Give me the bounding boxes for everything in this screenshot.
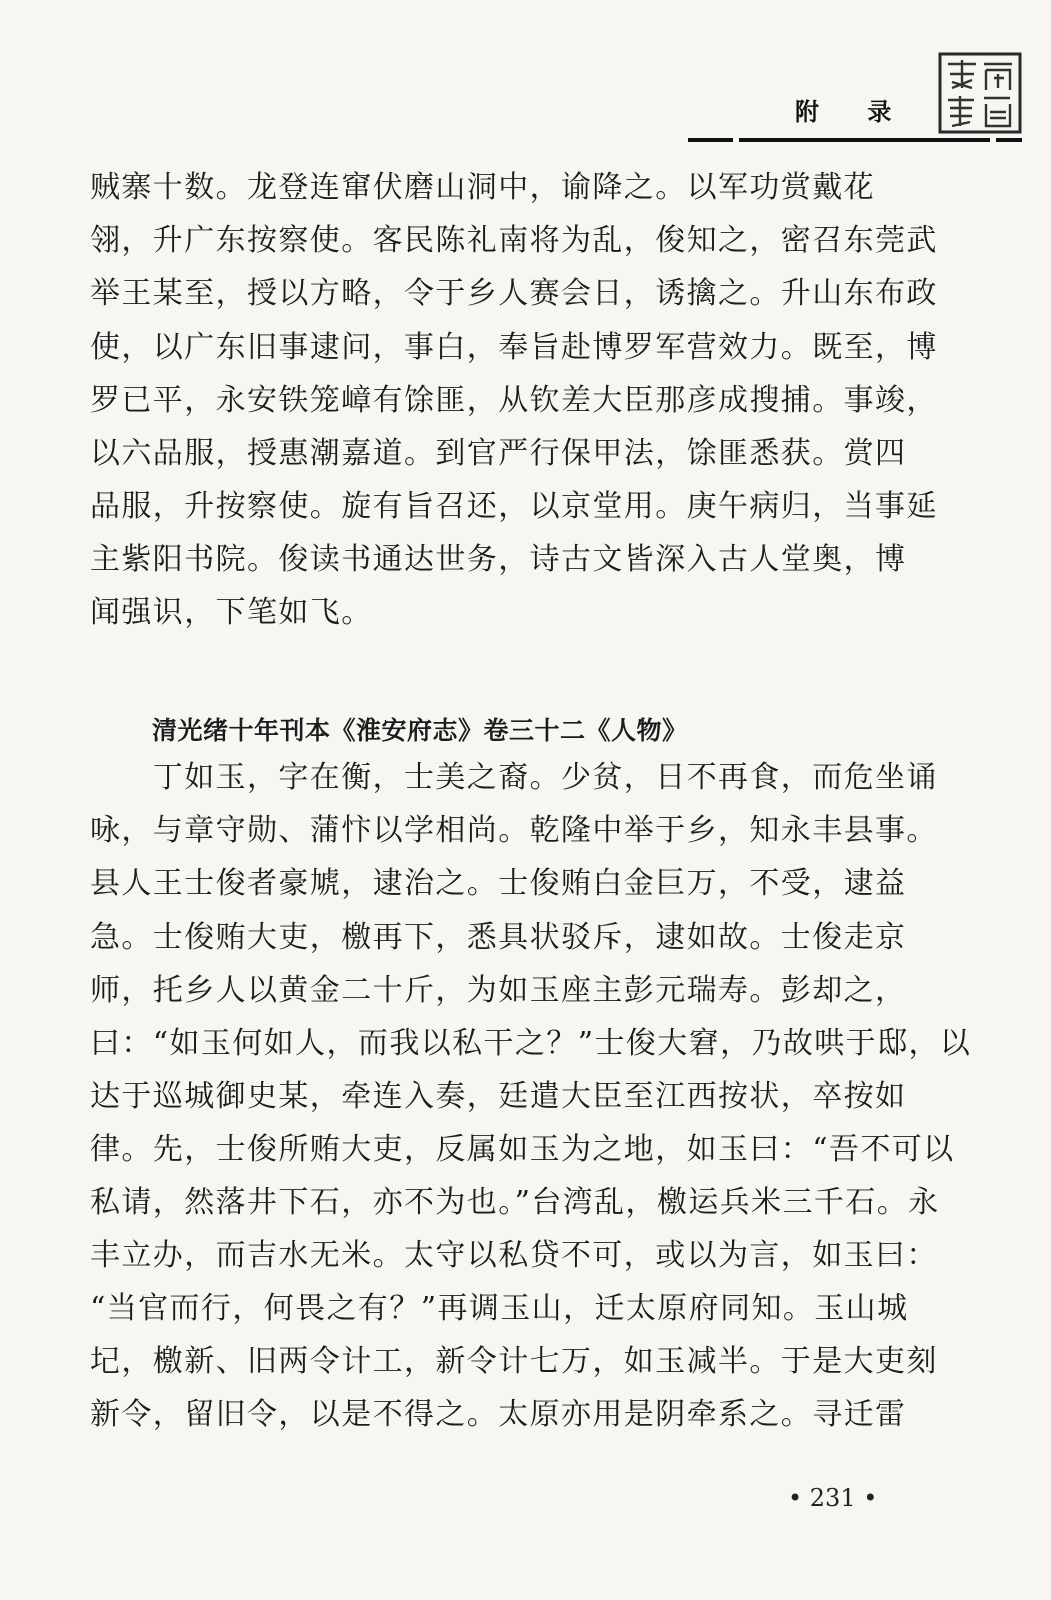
text-line: 罗已平，永安铁笼嶂有馀匪，从钦差大臣那彦成搜捕。事竣，	[90, 383, 938, 418]
text-line: 圮，檄新、旧两令计工，新令计七万，如玉减半。于是大吏刻	[90, 1344, 938, 1379]
text-line: 师，托乡人以黄金二十斤，为如玉座主彭元瑞寿。彭却之，	[90, 973, 907, 1008]
page-number: • 231 •	[788, 1484, 878, 1512]
text-line: 曰：“如玉何如人，而我以私干之？”士俊大窘，乃故哄于邸，以	[90, 1026, 972, 1061]
text-line: 急。士俊贿大吏，檄再下，悉具状驳斥，逮如故。士俊走京	[90, 920, 907, 955]
source-heading: 清光绪十年刊本《淮安府志》卷三十二《人物》	[152, 716, 688, 745]
text-line: “当官而行，何畏之有？”再调玉山，迁太原府同知。玉山城	[90, 1291, 909, 1326]
text-line: 闻强识，下笔如飞。	[90, 595, 373, 630]
text-line: 达于巡城御史某，牵连入奏，廷遣大臣至江西按状，卒按如	[90, 1079, 907, 1114]
text-line: 丁如玉，字在衡，士美之裔。少贫，日不再食，而危坐诵	[90, 760, 938, 795]
text-line: 以六品服，授惠潮嘉道。到官严行保甲法，馀匪悉获。赏四	[90, 436, 907, 471]
text-line: 品服，升按察使。旋有旨召还，以京堂用。庚午病归，当事延	[90, 489, 938, 524]
text-line: 翎，升广东按察使。客民陈礼南将为乱，俊知之，密召东莞武	[90, 223, 938, 258]
header-rule-gap	[990, 137, 996, 143]
text-line: 律。先，士俊所贿大吏，反属如玉为之地，如玉曰：“吾不可以	[90, 1132, 955, 1167]
text-line: 私请，然落井下石，亦不为也。”台湾乱，檄运兵米三千石。永	[90, 1185, 940, 1220]
text-line: 咏，与章守勋、蒲忭以学相尚。乾隆中举于乡，知永丰县事。	[90, 813, 938, 848]
publisher-seal-icon	[938, 52, 1022, 134]
text-line: 使，以广东旧事逮问，事白，奉旨赴博罗军营效力。既至，博	[90, 330, 938, 365]
running-header-title: 附 录	[795, 98, 912, 126]
text-line: 主紫阳书院。俊读书通达世务，诗古文皆深入古人堂奥，博	[90, 542, 907, 577]
text-line: 丰立办，而吉水无米。太守以私贷不可，或以为言，如玉曰：	[90, 1238, 938, 1273]
text-line: 举王某至，授以方略，令于乡人赛会日，诱擒之。升山东布政	[90, 276, 938, 311]
text-line: 贼寨十数。龙登连窜伏磨山洞中，谕降之。以军功赏戴花	[90, 170, 875, 205]
text-line: 县人王士俊者豪虓，逮治之。士俊贿白金巨万，不受，逮益	[90, 866, 907, 901]
text-line: 新令，留旧令，以是不得之。太原亦用是阴牵系之。寻迁雷	[90, 1397, 907, 1432]
header-rule-gap	[733, 137, 739, 143]
